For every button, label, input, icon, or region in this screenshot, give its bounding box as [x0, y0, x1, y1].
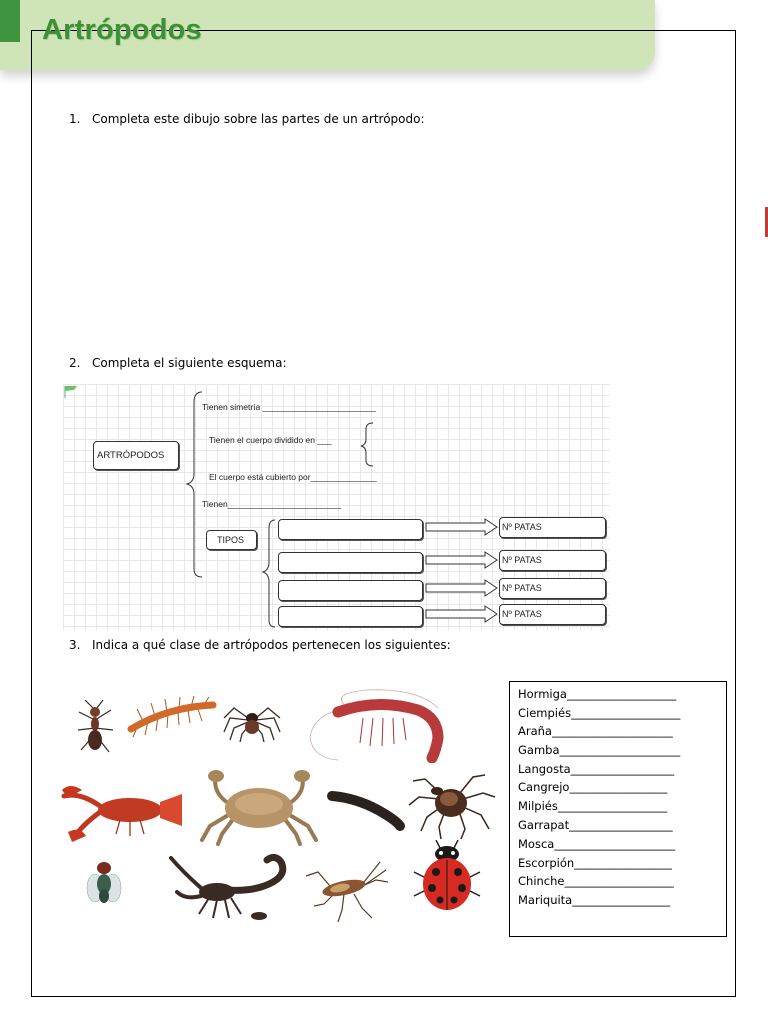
main-brace — [187, 392, 202, 577]
arthropods-root-label: ARTRÓPODOS — [97, 450, 165, 461]
word-item: Langosta__________________ — [518, 762, 675, 776]
types-brace — [263, 520, 275, 627]
spider-image — [222, 700, 282, 742]
word-item: Garrapat__________________ — [518, 818, 673, 832]
word-item: Gamba_____________________ — [518, 743, 681, 757]
question-number: 3. — [69, 638, 81, 652]
flag-icon — [65, 386, 77, 398]
type-box-3 — [278, 580, 423, 601]
type-box-2 — [278, 552, 423, 573]
scheme-diagram — [63, 384, 610, 630]
scheme-line-have: Tienen________________________ — [202, 499, 342, 509]
word-item: Milpiés___________________ — [518, 799, 668, 813]
lobster-image — [60, 772, 185, 844]
ladybug-image — [410, 840, 485, 912]
millipede-image — [326, 788, 406, 833]
crab-image — [198, 768, 320, 846]
legs-label-1: Nº PATAS — [502, 522, 542, 532]
type-box-1 — [278, 519, 423, 540]
types-label: TIPOS — [217, 535, 245, 545]
word-item: Mosca_____________________ — [518, 837, 676, 851]
scorpion-image — [165, 852, 290, 927]
type-box-4 — [278, 606, 423, 627]
tick-image — [405, 765, 497, 840]
legs-label-2: Nº PATAS — [502, 555, 542, 565]
scheme-line-body-cover: El cuerpo está cubierto por______________ — [209, 472, 377, 482]
page-title: Artrópodos — [42, 14, 202, 46]
scheme-line-body-division: Tienen el cuerpo dividido en ___ — [209, 435, 332, 445]
legs-label-3: Nº PATAS — [502, 583, 542, 593]
header-tab — [0, 0, 20, 42]
word-item: Hormiga___________________ — [518, 687, 677, 701]
bug-image — [300, 858, 392, 923]
question-number: 1. — [69, 112, 81, 126]
word-item: Escorpión_________________ — [518, 856, 672, 870]
body-parts-brace — [361, 423, 373, 466]
fly-image — [85, 858, 123, 908]
animal-word-list — [509, 681, 727, 937]
shrimp-image — [308, 688, 448, 763]
ant-image — [75, 700, 115, 755]
centipede-image — [123, 695, 218, 740]
word-item: Araña_____________________ — [518, 724, 673, 738]
question-number: 2. — [69, 356, 81, 370]
question-text: Completa el siguiente esquema: — [92, 356, 287, 370]
legs-label-4: Nº PATAS — [502, 609, 542, 619]
question-1 — [69, 112, 425, 126]
question-text: Indica a qué clase de artrópodos pertenecen los siguientes: — [92, 638, 451, 652]
word-item: Ciempiés___________________ — [518, 706, 681, 720]
question-3 — [69, 638, 451, 652]
word-item: Chinche___________________ — [518, 874, 674, 888]
question-text: Completa este dibujo sobre las partes de un artrópodo: — [92, 112, 425, 126]
word-item: Cangrejo_________________ — [518, 780, 668, 794]
word-item: Mariquita_________________ — [518, 893, 670, 907]
question-2 — [69, 356, 287, 370]
scheme-line-symmetry: Tienen simetría ________________________ — [202, 402, 377, 412]
